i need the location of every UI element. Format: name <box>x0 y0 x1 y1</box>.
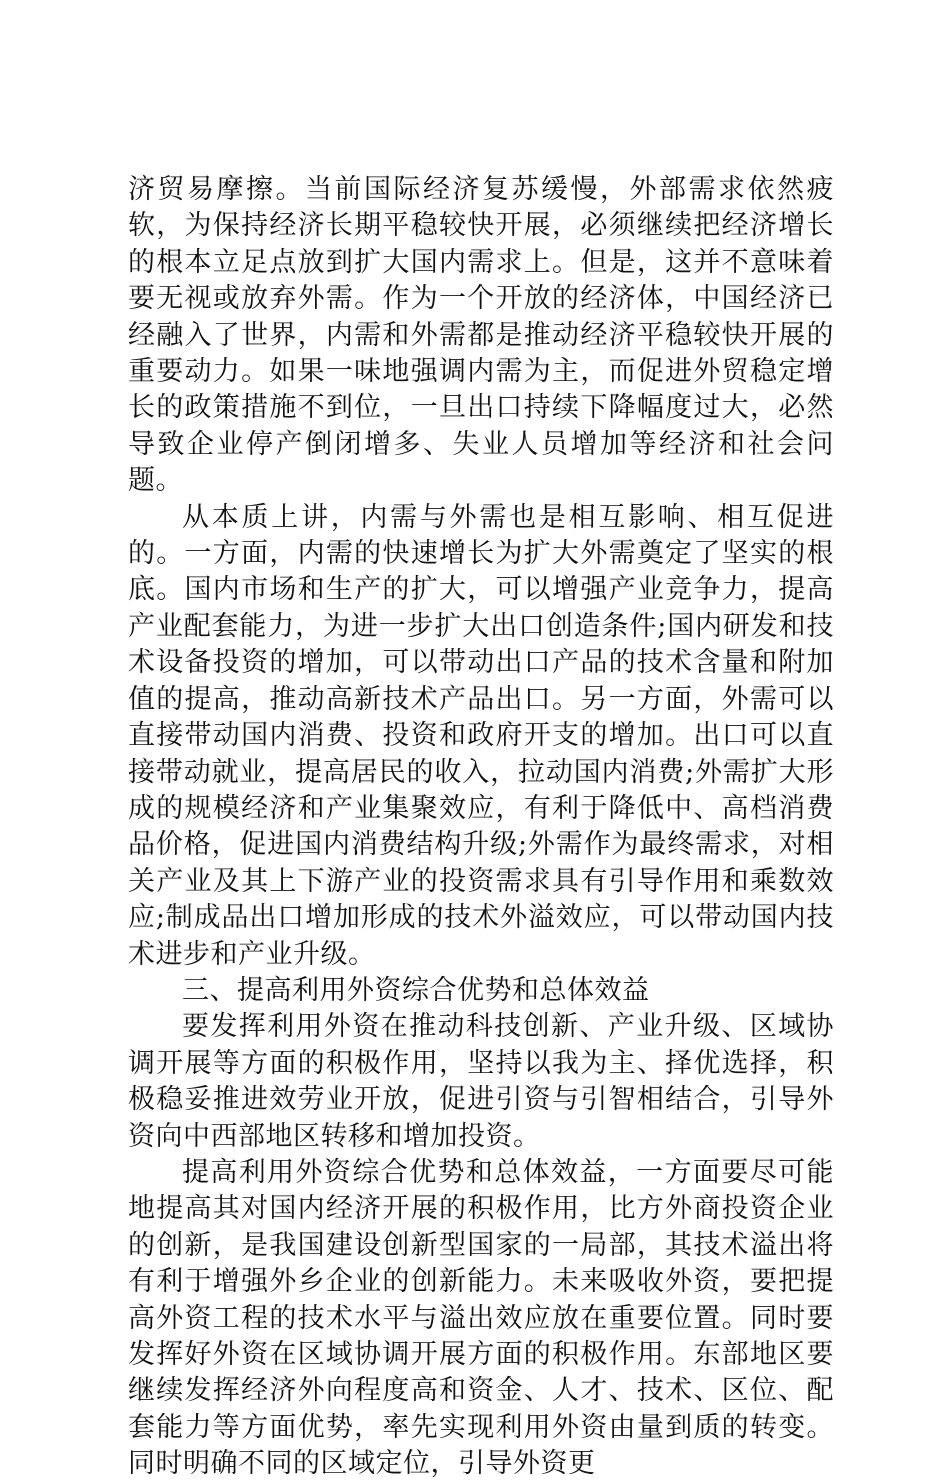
paragraph-foreign-investment-role: 要发挥利用外资在推动科技创新、产业升级、区域协调开展等方面的积极作用，坚持以我为主、择优选择，积极稳妥推进效劳业开放，促进引资与引智相结合，引导外资向中西部地区转移和增加投资。 <box>128 1011 834 1152</box>
section-heading-foreign-investment: 三、提高利用外资综合优势和总体效益 <box>182 974 650 1006</box>
document-body <box>128 172 834 1483</box>
paragraph-domestic-demand-intro: 济贸易摩擦。当前国际经济复苏缓慢，外部需求依然疲软，为保持经济长期平稳较快开展，必须继续把经济增长的根本立足点放到扩大国内需求上。但是，这并不意味着要无视或放弃外需。作为一个开放的经济体，中国经济已经融入了世界，内需和外需都是推动经济平稳较快开展的重要动力。如果一味地强调内需为主，而促进外贸稳定增长的政策措施不到位，一旦出口持续下降幅度过大，必然导致企业停产倒闭增多、失业人员增加等经济和社会问题。 <box>128 174 834 497</box>
paragraph-mutual-promotion: 从本质上讲，内需与外需也是相互影响、相互促进的。一方面，内需的快速增长为扩大外需奠定了坚实的根底。国内市场和生产的扩大，可以增强产业竞争力，提高产业配套能力，为进一步扩大出口创造条件;国内研发和技术设备投资的增加，可以带动出口产品的技术含量和附加值的提高，推动高新技术产品出口。另一方面，外需可以直接带动国内消费、投资和政府开支的增加。出口可以直接带动就业，提高居民的收入，拉动国内消费;外需扩大形成的规模经济和产业集聚效应，有利于降低中、高档消费品价格，促进国内消费结构升级;外需作为最终需求，对相关产业及其上下游产业的投资需求具有引导作用和乘数效应;制成品出口增加形成的技术外溢效应，可以带动国内技术进步和产业升级。 <box>128 501 834 970</box>
paragraph-foreign-investment-benefits: 提高利用外资综合优势和总体效益，一方面要尽可能地提高其对国内经济开展的积极作用，比方外商投资企业的创新，是我国建设创新型国家的一局部，其技术溢出将有利于增强外乡企业的创新能力。未来吸收外资，要把提高外资工程的技术水平与溢出效应放在重要位置。同时要发挥好外资在区域协调开展方面的积极作用。东部地区要继续发挥经济外向程度高和资金、人才、技术、区位、配套能力等方面优势，率先实现利用外资由量到质的转变。同时明确不同的区域定位，引导外资更 <box>128 1156 834 1480</box>
